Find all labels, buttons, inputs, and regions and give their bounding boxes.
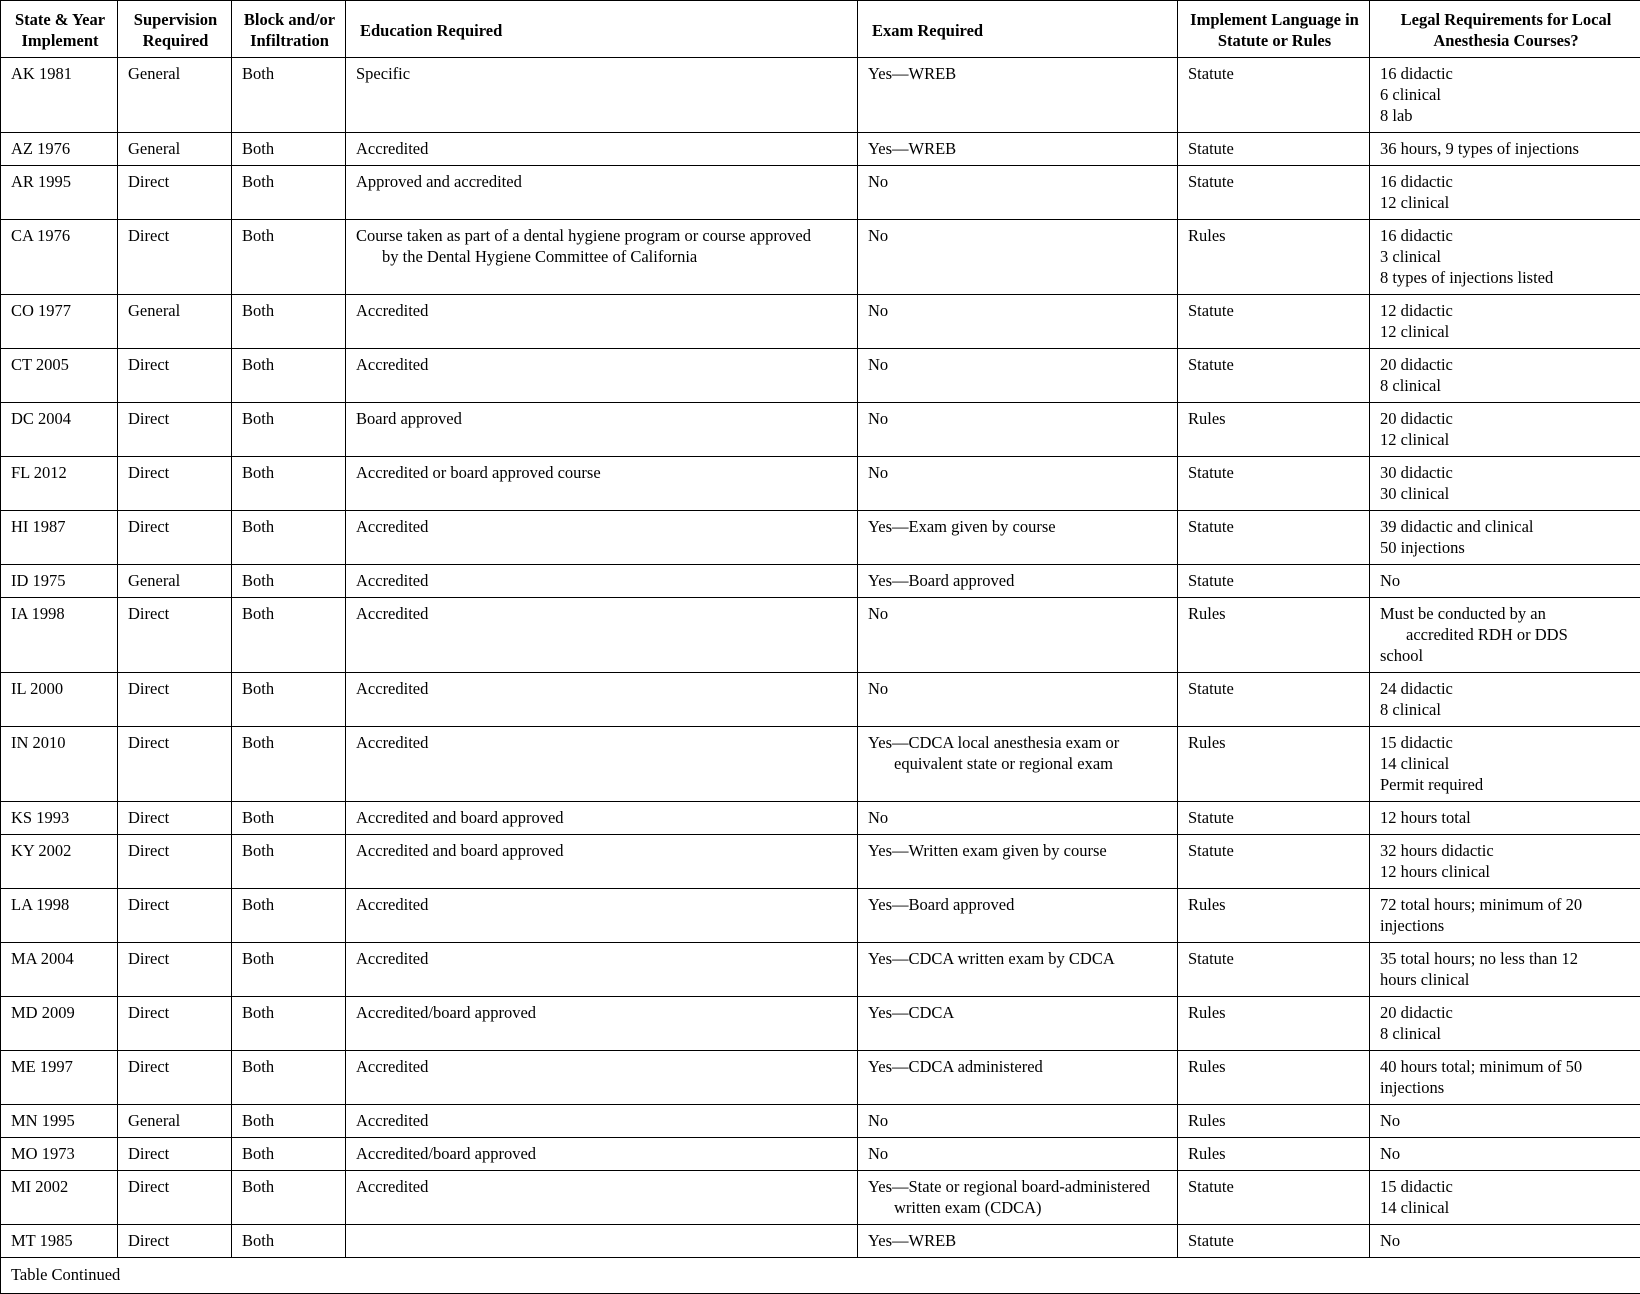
- education-line: Accredited: [356, 732, 851, 753]
- exam-cell: [858, 835, 1178, 889]
- supervision-cell: Direct: [118, 598, 232, 673]
- education-cell: [346, 565, 858, 598]
- header-label-line: Block and/or: [238, 9, 341, 30]
- header-education: [346, 1, 858, 58]
- block-cell: Both: [232, 802, 346, 835]
- supervision-cell: General: [118, 58, 232, 133]
- block-cell: Both: [232, 1105, 346, 1138]
- exam-cell: [858, 673, 1178, 727]
- header-label-line: Supervision: [124, 9, 227, 30]
- legal-requirements-line: 12 clinical: [1380, 321, 1634, 342]
- state-cell: MA 2004: [1, 943, 118, 997]
- state-cell: AZ 1976: [1, 133, 118, 166]
- exam-line: Yes—Exam given by course: [868, 516, 1171, 537]
- footer-row: [1, 1258, 1640, 1294]
- block-cell: Both: [232, 943, 346, 997]
- exam-line: Yes—Board approved: [868, 570, 1171, 591]
- state-cell: CT 2005: [1, 349, 118, 403]
- legal-requirements-line: hours clinical: [1380, 969, 1634, 990]
- education-cell: [346, 403, 858, 457]
- supervision-cell: Direct: [118, 457, 232, 511]
- language-cell: Statute: [1178, 511, 1370, 565]
- legal-requirements-line: 50 injections: [1380, 537, 1634, 558]
- table-body: [1, 58, 1640, 1294]
- supervision-cell: Direct: [118, 943, 232, 997]
- header-label-line: Required: [124, 30, 227, 51]
- legal-requirements-cell: [1370, 835, 1640, 889]
- block-cell: Both: [232, 1171, 346, 1225]
- block-cell: Both: [232, 58, 346, 133]
- legal-requirements-cell: [1370, 403, 1640, 457]
- block-cell: Both: [232, 295, 346, 349]
- education-line: Accredited: [356, 138, 851, 159]
- education-line: Accredited/board approved: [356, 1002, 851, 1023]
- header-label-line: Exam Required: [872, 20, 1173, 41]
- language-cell: Statute: [1178, 166, 1370, 220]
- legal-requirements-line: 8 clinical: [1380, 1023, 1634, 1044]
- state-cell: MN 1995: [1, 1105, 118, 1138]
- legal-requirements-line: 16 didactic: [1380, 63, 1634, 84]
- block-cell: Both: [232, 997, 346, 1051]
- table-continued-note: Table Continued: [1, 1258, 1640, 1294]
- table-row: [1, 511, 1640, 565]
- legal-requirements-line: 39 didactic and clinical: [1380, 516, 1634, 537]
- state-cell: AK 1981: [1, 58, 118, 133]
- legal-requirements-line: No: [1380, 570, 1634, 591]
- legal-requirements-line: accredited RDH or DDS: [1380, 624, 1634, 645]
- language-cell: Statute: [1178, 835, 1370, 889]
- legal-requirements-cell: [1370, 673, 1640, 727]
- exam-line: No: [868, 300, 1171, 321]
- exam-line: No: [868, 462, 1171, 483]
- table-row: [1, 220, 1640, 295]
- supervision-cell: Direct: [118, 166, 232, 220]
- exam-line: Yes—CDCA administered: [868, 1056, 1171, 1077]
- education-line: Accredited: [356, 948, 851, 969]
- legal-requirements-line: school: [1380, 645, 1634, 666]
- education-cell: [346, 457, 858, 511]
- supervision-cell: Direct: [118, 1051, 232, 1105]
- table-row: [1, 457, 1640, 511]
- legal-requirements-line: 24 didactic: [1380, 678, 1634, 699]
- legal-requirements-line: 15 didactic: [1380, 1176, 1634, 1197]
- block-cell: Both: [232, 598, 346, 673]
- table-row: [1, 727, 1640, 802]
- table-row: [1, 889, 1640, 943]
- education-cell: [346, 835, 858, 889]
- header-label-line: Implement: [7, 30, 113, 51]
- language-cell: Statute: [1178, 1225, 1370, 1258]
- language-cell: Statute: [1178, 349, 1370, 403]
- supervision-cell: General: [118, 1105, 232, 1138]
- supervision-cell: General: [118, 295, 232, 349]
- legal-requirements-line: No: [1380, 1230, 1634, 1251]
- exam-cell: [858, 565, 1178, 598]
- education-cell: [346, 1138, 858, 1171]
- exam-cell: [858, 58, 1178, 133]
- legal-requirements-line: 30 didactic: [1380, 462, 1634, 483]
- header-label-line: Statute or Rules: [1184, 30, 1365, 51]
- legal-requirements-cell: [1370, 1051, 1640, 1105]
- block-cell: Both: [232, 565, 346, 598]
- block-cell: Both: [232, 835, 346, 889]
- supervision-cell: Direct: [118, 1171, 232, 1225]
- exam-line: No: [868, 354, 1171, 375]
- education-cell: [346, 673, 858, 727]
- legal-requirements-line: 32 hours didactic: [1380, 840, 1634, 861]
- education-line: Accredited/board approved: [356, 1143, 851, 1164]
- exam-cell: [858, 457, 1178, 511]
- header-exam: [858, 1, 1178, 58]
- legal-requirements-cell: [1370, 889, 1640, 943]
- exam-cell: [858, 802, 1178, 835]
- state-cell: FL 2012: [1, 457, 118, 511]
- education-line: Accredited: [356, 678, 851, 699]
- legal-requirements-line: 12 hours total: [1380, 807, 1634, 828]
- education-line: Accredited: [356, 894, 851, 915]
- education-line: Board approved: [356, 408, 851, 429]
- supervision-cell: Direct: [118, 673, 232, 727]
- legal-requirements-cell: [1370, 349, 1640, 403]
- exam-cell: [858, 598, 1178, 673]
- education-line: Accredited or board approved course: [356, 462, 851, 483]
- education-cell: [346, 511, 858, 565]
- language-cell: Statute: [1178, 673, 1370, 727]
- language-cell: Statute: [1178, 58, 1370, 133]
- table-row: [1, 403, 1640, 457]
- language-cell: Statute: [1178, 133, 1370, 166]
- exam-line: Yes—CDCA: [868, 1002, 1171, 1023]
- legal-requirements-cell: [1370, 1105, 1640, 1138]
- legal-requirements-cell: [1370, 727, 1640, 802]
- education-cell: [346, 349, 858, 403]
- table-row: [1, 598, 1640, 673]
- legal-requirements-line: 16 didactic: [1380, 225, 1634, 246]
- legal-requirements-cell: [1370, 457, 1640, 511]
- supervision-cell: Direct: [118, 727, 232, 802]
- table-row: [1, 565, 1640, 598]
- language-cell: Rules: [1178, 997, 1370, 1051]
- supervision-cell: Direct: [118, 1225, 232, 1258]
- state-cell: MT 1985: [1, 1225, 118, 1258]
- exam-line: No: [868, 225, 1171, 246]
- block-cell: Both: [232, 1225, 346, 1258]
- legal-requirements-line: No: [1380, 1110, 1634, 1131]
- legal-requirements-line: injections: [1380, 1077, 1634, 1098]
- state-cell: HI 1987: [1, 511, 118, 565]
- legal-requirements-line: 36 hours, 9 types of injections: [1380, 138, 1634, 159]
- exam-cell: [858, 1225, 1178, 1258]
- legal-requirements-cell: [1370, 133, 1640, 166]
- exam-line: Yes—WREB: [868, 1230, 1171, 1251]
- block-cell: Both: [232, 403, 346, 457]
- exam-cell: [858, 1138, 1178, 1171]
- table-row: [1, 943, 1640, 997]
- exam-line: No: [868, 1110, 1171, 1131]
- education-line: Specific: [356, 63, 851, 84]
- education-line: Accredited: [356, 354, 851, 375]
- header-label-line: Infiltration: [238, 30, 341, 51]
- exam-line: Yes—WREB: [868, 138, 1171, 159]
- exam-line: No: [868, 1143, 1171, 1164]
- education-cell: [346, 166, 858, 220]
- header-label-line: State & Year: [7, 9, 113, 30]
- table-row: [1, 802, 1640, 835]
- state-cell: ID 1975: [1, 565, 118, 598]
- language-cell: Rules: [1178, 1051, 1370, 1105]
- legal-requirements-line: 35 total hours; no less than 12: [1380, 948, 1634, 969]
- header-state-year: [1, 1, 118, 58]
- education-line: Accredited: [356, 300, 851, 321]
- legal-requirements-line: 8 types of injections listed: [1380, 267, 1634, 288]
- education-line: Course taken as part of a dental hygiene program or course approved: [356, 225, 851, 246]
- education-line: Accredited: [356, 516, 851, 537]
- language-cell: Rules: [1178, 598, 1370, 673]
- legal-requirements-cell: [1370, 802, 1640, 835]
- education-line: Accredited: [356, 603, 851, 624]
- legal-requirements-line: 6 clinical: [1380, 84, 1634, 105]
- language-cell: Statute: [1178, 943, 1370, 997]
- header-row: [1, 1, 1640, 58]
- education-cell: [346, 220, 858, 295]
- table-row: [1, 133, 1640, 166]
- exam-cell: [858, 166, 1178, 220]
- language-cell: Statute: [1178, 295, 1370, 349]
- language-cell: Rules: [1178, 220, 1370, 295]
- exam-line: Yes—WREB: [868, 63, 1171, 84]
- block-cell: Both: [232, 1051, 346, 1105]
- block-cell: Both: [232, 889, 346, 943]
- state-cell: IN 2010: [1, 727, 118, 802]
- table-row: [1, 166, 1640, 220]
- legal-requirements-line: 72 total hours; minimum of 20: [1380, 894, 1634, 915]
- header-label-line: Legal Requirements for Local: [1376, 9, 1636, 30]
- header-supervision: [118, 1, 232, 58]
- education-line: Accredited and board approved: [356, 840, 851, 861]
- education-cell: [346, 598, 858, 673]
- education-cell: [346, 997, 858, 1051]
- exam-cell: [858, 943, 1178, 997]
- exam-line: No: [868, 807, 1171, 828]
- legal-requirements-line: Permit required: [1380, 774, 1634, 795]
- legal-requirements-cell: [1370, 997, 1640, 1051]
- exam-cell: [858, 1051, 1178, 1105]
- table-row: [1, 835, 1640, 889]
- education-cell: [346, 1225, 858, 1258]
- exam-line: equivalent state or regional exam: [868, 753, 1171, 774]
- table-row: [1, 997, 1640, 1051]
- exam-line: Yes—CDCA written exam by CDCA: [868, 948, 1171, 969]
- state-cell: LA 1998: [1, 889, 118, 943]
- supervision-cell: Direct: [118, 403, 232, 457]
- legal-requirements-cell: [1370, 220, 1640, 295]
- header-label-line: Implement Language in: [1184, 9, 1365, 30]
- legal-requirements-cell: [1370, 943, 1640, 997]
- legal-requirements-line: 8 clinical: [1380, 375, 1634, 396]
- exam-cell: [858, 403, 1178, 457]
- legal-requirements-line: 14 clinical: [1380, 1197, 1634, 1218]
- table-row: [1, 1225, 1640, 1258]
- exam-line: Yes—Written exam given by course: [868, 840, 1171, 861]
- block-cell: Both: [232, 673, 346, 727]
- education-cell: [346, 727, 858, 802]
- language-cell: Rules: [1178, 1138, 1370, 1171]
- table-row: [1, 295, 1640, 349]
- exam-cell: [858, 349, 1178, 403]
- legal-requirements-cell: [1370, 166, 1640, 220]
- header-label-line: Anesthesia Courses?: [1376, 30, 1636, 51]
- block-cell: Both: [232, 166, 346, 220]
- state-cell: DC 2004: [1, 403, 118, 457]
- education-cell: [346, 889, 858, 943]
- exam-cell: [858, 997, 1178, 1051]
- legal-requirements-line: 3 clinical: [1380, 246, 1634, 267]
- state-cell: KY 2002: [1, 835, 118, 889]
- language-cell: Statute: [1178, 1171, 1370, 1225]
- state-cell: MI 2002: [1, 1171, 118, 1225]
- legal-requirements-cell: [1370, 1225, 1640, 1258]
- exam-line: No: [868, 678, 1171, 699]
- state-cell: MO 1973: [1, 1138, 118, 1171]
- state-cell: CO 1977: [1, 295, 118, 349]
- exam-line: Yes—CDCA local anesthesia exam or: [868, 732, 1171, 753]
- supervision-cell: General: [118, 565, 232, 598]
- block-cell: Both: [232, 1138, 346, 1171]
- table-row: [1, 1171, 1640, 1225]
- legal-requirements-cell: [1370, 58, 1640, 133]
- exam-cell: [858, 220, 1178, 295]
- legal-requirements-line: 12 clinical: [1380, 192, 1634, 213]
- table-row: [1, 1138, 1640, 1171]
- education-line: Accredited: [356, 570, 851, 591]
- exam-line: Yes—Board approved: [868, 894, 1171, 915]
- table-row: [1, 1105, 1640, 1138]
- supervision-cell: Direct: [118, 349, 232, 403]
- state-cell: CA 1976: [1, 220, 118, 295]
- education-line: Accredited and board approved: [356, 807, 851, 828]
- legal-requirements-line: 20 didactic: [1380, 1002, 1634, 1023]
- state-cell: ME 1997: [1, 1051, 118, 1105]
- supervision-cell: General: [118, 133, 232, 166]
- table-row: [1, 673, 1640, 727]
- legal-requirements-line: 15 didactic: [1380, 732, 1634, 753]
- exam-cell: [858, 727, 1178, 802]
- block-cell: Both: [232, 349, 346, 403]
- state-cell: IA 1998: [1, 598, 118, 673]
- education-line: Accredited: [356, 1056, 851, 1077]
- exam-cell: [858, 889, 1178, 943]
- language-cell: Rules: [1178, 889, 1370, 943]
- education-line: Approved and accredited: [356, 171, 851, 192]
- education-cell: [346, 802, 858, 835]
- header-implement-language: [1178, 1, 1370, 58]
- legal-requirements-line: No: [1380, 1143, 1634, 1164]
- table-row: [1, 349, 1640, 403]
- education-cell: [346, 1105, 858, 1138]
- education-cell: [346, 1051, 858, 1105]
- education-cell: [346, 295, 858, 349]
- legal-requirements-cell: [1370, 1138, 1640, 1171]
- legal-requirements-cell: [1370, 598, 1640, 673]
- supervision-cell: Direct: [118, 220, 232, 295]
- state-cell: MD 2009: [1, 997, 118, 1051]
- header-label-line: Education Required: [360, 20, 853, 41]
- education-line: Accredited: [356, 1110, 851, 1131]
- legal-requirements-cell: [1370, 1171, 1640, 1225]
- legal-requirements-line: injections: [1380, 915, 1634, 936]
- state-cell: AR 1995: [1, 166, 118, 220]
- legal-requirements-line: Must be conducted by an: [1380, 603, 1634, 624]
- exam-cell: [858, 1171, 1178, 1225]
- supervision-cell: Direct: [118, 1138, 232, 1171]
- legal-requirements-line: 14 clinical: [1380, 753, 1634, 774]
- language-cell: Rules: [1178, 403, 1370, 457]
- legal-requirements-line: 20 didactic: [1380, 408, 1634, 429]
- legal-requirements-line: 16 didactic: [1380, 171, 1634, 192]
- education-cell: [346, 133, 858, 166]
- exam-line: No: [868, 603, 1171, 624]
- exam-line: Yes—State or regional board-administered: [868, 1176, 1171, 1197]
- education-cell: [346, 1171, 858, 1225]
- legal-requirements-line: 12 clinical: [1380, 429, 1634, 450]
- legal-requirements-cell: [1370, 565, 1640, 598]
- header-legal-requirements: [1370, 1, 1640, 58]
- block-cell: Both: [232, 727, 346, 802]
- supervision-cell: Direct: [118, 889, 232, 943]
- legal-requirements-line: 8 clinical: [1380, 699, 1634, 720]
- exam-cell: [858, 295, 1178, 349]
- exam-cell: [858, 1105, 1178, 1138]
- language-cell: Statute: [1178, 802, 1370, 835]
- block-cell: Both: [232, 511, 346, 565]
- supervision-cell: Direct: [118, 511, 232, 565]
- block-cell: Both: [232, 133, 346, 166]
- legal-requirements-line: 20 didactic: [1380, 354, 1634, 375]
- state-cell: KS 1993: [1, 802, 118, 835]
- exam-line: written exam (CDCA): [868, 1197, 1171, 1218]
- exam-line: No: [868, 171, 1171, 192]
- legal-requirements-line: 12 hours clinical: [1380, 861, 1634, 882]
- language-cell: Statute: [1178, 565, 1370, 598]
- language-cell: Rules: [1178, 1105, 1370, 1138]
- language-cell: Rules: [1178, 727, 1370, 802]
- exam-cell: [858, 511, 1178, 565]
- language-cell: Statute: [1178, 457, 1370, 511]
- education-cell: [346, 943, 858, 997]
- table-row: [1, 58, 1640, 133]
- legal-requirements-cell: [1370, 295, 1640, 349]
- block-cell: Both: [232, 457, 346, 511]
- block-cell: Both: [232, 220, 346, 295]
- legal-requirements-line: 8 lab: [1380, 105, 1634, 126]
- legal-requirements-line: 30 clinical: [1380, 483, 1634, 504]
- supervision-cell: Direct: [118, 835, 232, 889]
- education-cell: [346, 58, 858, 133]
- legal-requirements-line: 40 hours total; minimum of 50: [1380, 1056, 1634, 1077]
- table-row: [1, 1051, 1640, 1105]
- education-line: by the Dental Hygiene Committee of California: [356, 246, 851, 267]
- education-line: Accredited: [356, 1176, 851, 1197]
- header-block-infiltration: [232, 1, 346, 58]
- state-cell: IL 2000: [1, 673, 118, 727]
- supervision-cell: Direct: [118, 997, 232, 1051]
- legal-requirements-cell: [1370, 511, 1640, 565]
- supervision-cell: Direct: [118, 802, 232, 835]
- legal-requirements-line: 12 didactic: [1380, 300, 1634, 321]
- exam-line: No: [868, 408, 1171, 429]
- exam-cell: [858, 133, 1178, 166]
